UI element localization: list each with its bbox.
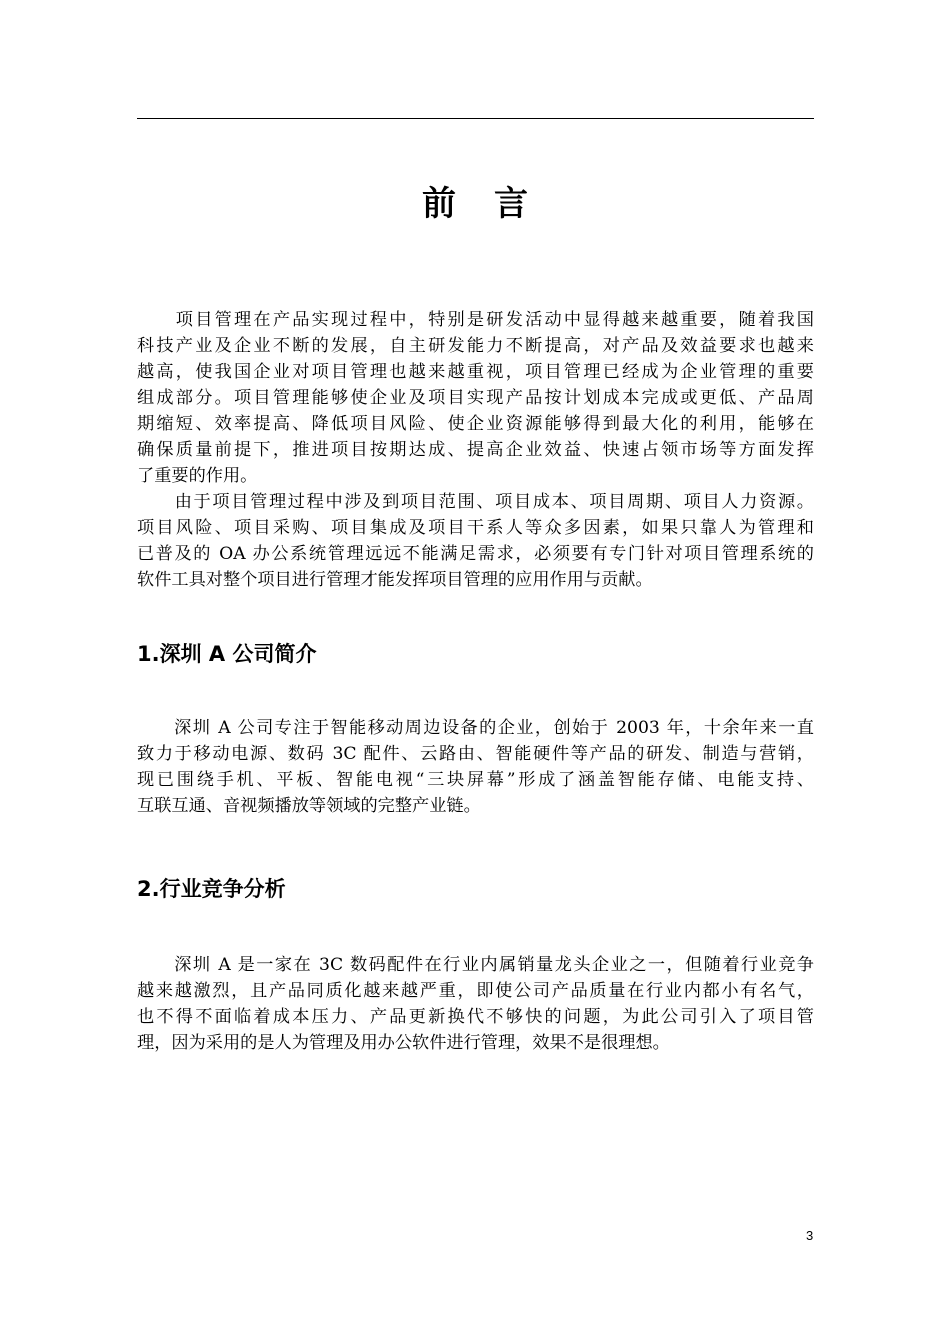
text-line: 已普及的 OA 办公系统管理远远不能满足需求，必须要有专门针对项目管理系统的	[137, 544, 814, 564]
preface-paragraph-2	[137, 489, 814, 593]
text-line: 科技产业及企业不断的发展，自主研发能力不断提高，对产品及效益要求也越来	[137, 336, 814, 356]
text-line: 致力于移动电源、数码 3C 配件、云路由、智能硬件等产品的研发、制造与营销，	[137, 744, 814, 764]
text-line: 组成部分。项目管理能够使企业及项目实现产品按计划成本完成或更低、产品周	[137, 388, 814, 408]
preface-paragraph-1	[137, 307, 814, 489]
page-title-char-1: 前	[422, 184, 456, 224]
text-line: 越高，使我国企业对项目管理也越来越重视，项目管理已经成为企业管理的重要	[137, 362, 814, 382]
text-line: 项目管理在产品实现过程中，特别是研发活动中显得越来越重要，随着我国	[137, 310, 814, 330]
page-title-char-2: 言	[494, 184, 528, 224]
text-line: 由于项目管理过程中涉及到项目范围、项目成本、项目周期、项目人力资源。	[137, 492, 814, 512]
text-line: 现已围绕手机、平板、智能电视“三块屏幕”形成了涵盖智能存储、电能支持、	[137, 770, 814, 790]
text-line: 确保质量前提下，推进项目按期达成、提高企业效益、快速占领市场等方面发挥	[137, 440, 814, 460]
text-line: 软件工具对整个项目进行管理才能发挥项目管理的应用作用与贡献。	[137, 570, 653, 590]
text-line: 互联互通、音视频播放等领域的完整产业链。	[137, 796, 481, 816]
text-line: 越来越激烈，且产品同质化越来越严重，即使公司产品质量在行业内都小有名气，	[137, 981, 814, 1001]
page-number: 3	[806, 1228, 814, 1243]
text-line: 期缩短、效率提高、降低项目风险、使企业资源能够得到最大化的利用，能够在	[137, 414, 814, 434]
text-line: 深圳 A 公司专注于智能移动周边设备的企业，创始于 2003 年，十余年来一直	[137, 718, 814, 738]
page-title	[0, 176, 950, 225]
text-line: 理，因为采用的是人为管理及用办公软件进行管理，效果不是很理想。	[137, 1033, 670, 1053]
header-rule	[137, 118, 814, 119]
section-heading-competition: 2.行业竞争分析	[137, 877, 286, 901]
text-line: 也不得不面临着成本压力、产品更新换代不够快的问题，为此公司引入了项目管	[137, 1007, 814, 1027]
section2-paragraph	[137, 952, 814, 1056]
text-line: 项目风险、项目采购、项目集成及项目干系人等众多因素，如果只靠人为管理和	[137, 518, 814, 538]
section1-paragraph	[137, 715, 814, 819]
section-heading-company-intro: 1.深圳 A 公司简介	[137, 642, 317, 666]
text-line: 深圳 A 是一家在 3C 数码配件在行业内属销量龙头企业之一，但随着行业竞争	[137, 955, 814, 975]
text-line: 了重要的作用。	[137, 466, 258, 486]
